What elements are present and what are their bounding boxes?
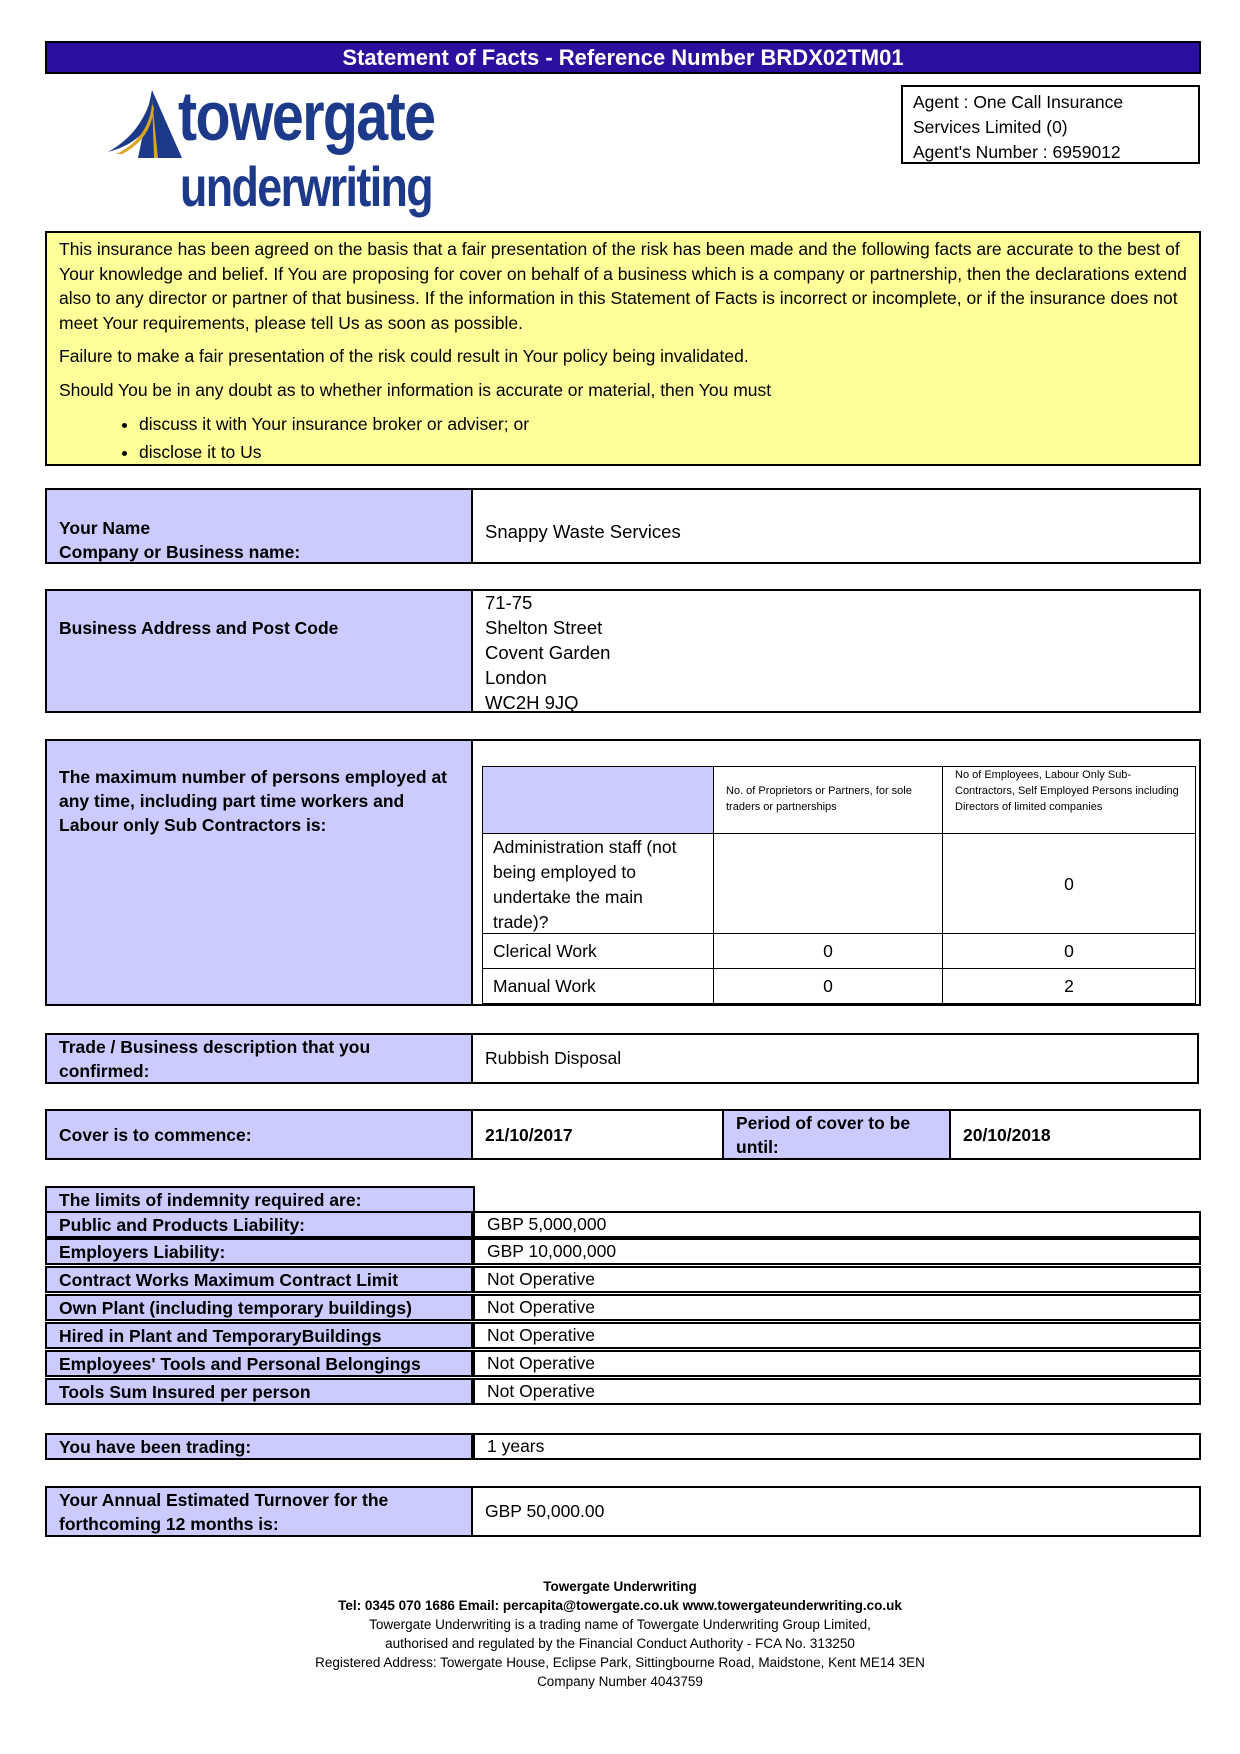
until-value-cell xyxy=(949,1109,1201,1160)
agent-line-1: Agent : One Call Insurance xyxy=(913,92,1124,112)
declaration-paragraph-1: This insurance has been agreed on the basis that a fair presentation of the risk has been made and the following facts are accurate to the best of Your knowledge and belief. If You are proposing for cover on behalf of a business which is a company or partnership, then the declarations extend also to any director or partner of that business. If the information in this Statement of Facts is incorrect or incomplete, or if the insurance does not meet Your requirements, please tell Us as soon as possible. xyxy=(59,239,1187,333)
limit-label: Employers Liability: xyxy=(45,1238,473,1265)
address-label: Business Address and Post Code xyxy=(59,618,339,638)
address-label-cell xyxy=(45,589,473,713)
agent-line-2: Services Limited (0) xyxy=(913,117,1068,137)
turnover-label-cell xyxy=(45,1486,473,1537)
limit-label: Tools Sum Insured per person xyxy=(45,1378,473,1405)
trade-value-cell xyxy=(471,1033,1199,1084)
trading-row xyxy=(45,1433,1201,1460)
address-line: London xyxy=(485,667,547,688)
footer-company-number: Company Number 4043759 xyxy=(537,1674,703,1689)
trade-value: Rubbish Disposal xyxy=(485,1048,622,1068)
commence-value-cell xyxy=(471,1109,724,1160)
limits-row xyxy=(45,1322,1201,1349)
footer-trading-name: Towergate Underwriting is a trading name of Towergate Underwriting Group Limited, xyxy=(369,1617,871,1632)
employees-row-label: Clerical Work xyxy=(482,933,714,969)
limits-header: The limits of indemnity required are: xyxy=(45,1186,475,1213)
employees-table xyxy=(482,766,1196,1004)
declaration-bullet-list xyxy=(59,410,1187,466)
limit-label: Employees' Tools and Personal Belongings xyxy=(45,1350,473,1377)
logo-sail-icon xyxy=(108,90,182,162)
employees-header-blank xyxy=(482,766,714,834)
limits-row xyxy=(45,1266,1201,1293)
logo-text-towergate: towergate xyxy=(178,77,435,155)
employees-row-proprietors: 0 xyxy=(713,933,943,969)
company-name-label: Company or Business name: xyxy=(59,542,301,562)
limit-label: Hired in Plant and TemporaryBuildings xyxy=(45,1322,473,1349)
limit-value: Not Operative xyxy=(473,1350,1201,1377)
commence-date: 21/10/2017 xyxy=(485,1125,573,1145)
limit-value: GBP 10,000,000 xyxy=(473,1238,1201,1265)
until-date: 20/10/2018 xyxy=(963,1125,1051,1145)
employees-column-header: No of Employees, Labour Only Sub-Contractors, Self Employed Persons including Directors of limited companies xyxy=(942,766,1196,834)
footer-contact: Tel: 0345 070 1686 Email: percapita@towergate.co.uk www.towergateunderwriting.co.uk xyxy=(338,1598,902,1613)
address-line: 71-75 xyxy=(485,592,533,613)
employees-row-proprietors xyxy=(713,833,943,934)
name-value-cell xyxy=(471,488,1201,564)
declaration-paragraph-2: Failure to make a fair presentation of the risk could result in Your policy being invalidated. xyxy=(59,346,749,366)
address-postcode: WC2H 9JQ xyxy=(485,692,579,713)
limit-value: Not Operative xyxy=(473,1294,1201,1321)
limit-value: Not Operative xyxy=(473,1266,1201,1293)
limit-value: Not Operative xyxy=(473,1322,1201,1349)
limit-value: Not Operative xyxy=(473,1378,1201,1405)
limit-label: Public and Products Liability: xyxy=(45,1211,473,1238)
employees-row-employees: 2 xyxy=(942,968,1196,1004)
employees-row-label: Administration staff (not being employed to undertake the main trade)? xyxy=(482,833,714,934)
limit-label: Contract Works Maximum Contract Limit xyxy=(45,1266,473,1293)
company-name-value: Snappy Waste Services xyxy=(485,521,681,542)
declaration-paragraph-3: Should You be in any doubt as to whether information is accurate or material, then You must xyxy=(59,379,772,400)
limits-header-row xyxy=(45,1186,1201,1213)
address-line: Shelton Street xyxy=(485,617,603,638)
your-name-label: Your Name xyxy=(59,518,151,538)
turnover-value-cell xyxy=(471,1486,1201,1537)
declaration-bullet: • disclose it to Us xyxy=(139,438,1187,466)
employees-label-cell xyxy=(45,739,473,1006)
proprietors-column-header: No. of Proprietors or Partners, for sole traders or partnerships xyxy=(713,766,943,834)
employees-row-employees: 0 xyxy=(942,833,1196,934)
limits-row xyxy=(45,1294,1201,1321)
trade-label-cell xyxy=(45,1033,473,1084)
limits-row xyxy=(45,1211,1201,1238)
employees-label: The maximum number of persons employed at any time, including part time workers and Labour only Sub Contractors is: xyxy=(59,767,447,835)
until-label-cell xyxy=(722,1109,951,1160)
trade-label: Trade / Business description that you confirmed: xyxy=(59,1037,371,1081)
page-title: Statement of Facts - Reference Number BRDX02TM01 xyxy=(45,41,1201,74)
logo-text-underwriting: underwriting xyxy=(180,155,433,218)
turnover-value: GBP 50,000.00 xyxy=(485,1501,605,1521)
limits-row xyxy=(45,1238,1201,1265)
footer-registered-address: Registered Address: Towergate House, Eclipse Park, Sittingbourne Road, Maidstone, Kent ME14 3EN xyxy=(315,1655,925,1670)
limit-value: GBP 5,000,000 xyxy=(473,1211,1201,1238)
turnover-label: Your Annual Estimated Turnover for the forthcoming 12 months is: xyxy=(59,1490,389,1534)
name-label-cell xyxy=(45,488,473,564)
limits-row xyxy=(45,1350,1201,1377)
footer-company: Towergate Underwriting xyxy=(543,1579,697,1594)
address-value-cell xyxy=(471,589,1201,713)
agent-details-box xyxy=(901,85,1200,164)
footer-fca: authorised and regulated by the Financial Conduct Authority - FCA No. 313250 xyxy=(385,1636,855,1651)
until-label: Period of cover to be until: xyxy=(736,1113,911,1157)
footer xyxy=(0,1577,1240,1691)
trading-label: You have been trading: xyxy=(45,1433,473,1460)
employees-row-proprietors: 0 xyxy=(713,968,943,1004)
declaration-bullet: • discuss it with Your insurance broker or adviser; or xyxy=(139,410,1187,438)
limits-row xyxy=(45,1378,1201,1405)
agent-number: Agent's Number : 6959012 xyxy=(913,142,1121,162)
limit-label: Own Plant (including temporary buildings) xyxy=(45,1294,473,1321)
employees-row-employees: 0 xyxy=(942,933,1196,969)
commence-label: Cover is to commence: xyxy=(59,1125,252,1145)
towergate-logo xyxy=(108,77,435,234)
trading-value: 1 years xyxy=(473,1433,1201,1460)
declaration-box xyxy=(45,231,1201,466)
employees-row-label: Manual Work xyxy=(482,968,714,1004)
commence-label-cell xyxy=(45,1109,473,1160)
address-line: Covent Garden xyxy=(485,642,611,663)
